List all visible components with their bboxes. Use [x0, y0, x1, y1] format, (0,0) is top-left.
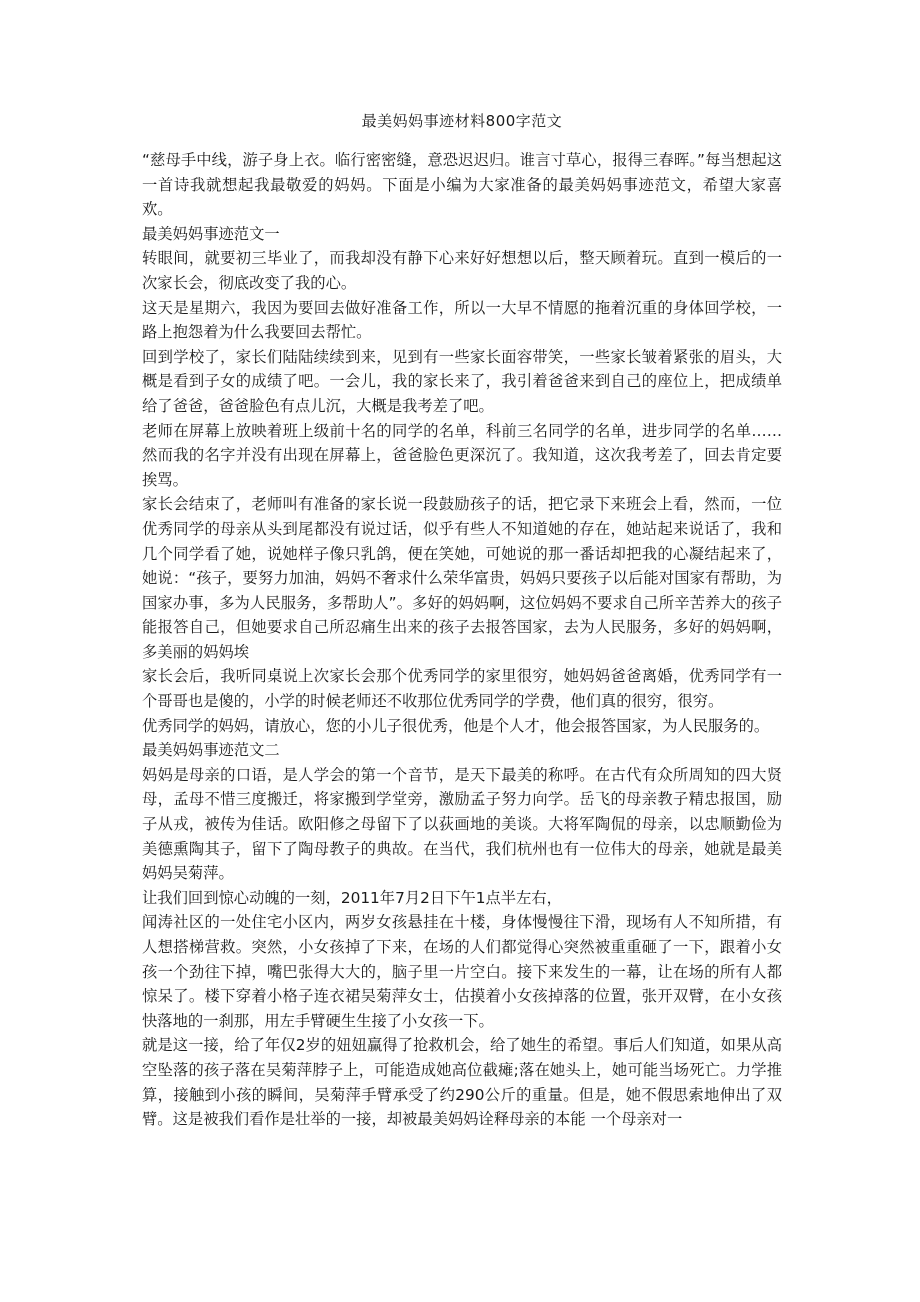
- body-paragraph: 妈妈是母亲的口语，是人学会的第一个音节，是天下最美的称呼。在古代有众所周知的四大贤母，孟母不惜三度搬迁，将家搬到学堂旁，激励孟子努力向学。岳飞的母亲教子精忠报国，励子从戎，被传为佳话。欧阳修之母留下了以荻画地的美谈。大将军陶侃的母亲，以忠顺勤俭为美德熏陶其子，留下了陶母教子的典故。在当代，我们杭州也有一位伟大的母亲，她就是最美妈妈吴菊萍。: [142, 765, 782, 883]
- document-body: [142, 148, 782, 1132]
- body-paragraph: 家长会结束了，老师叫有准备的家长说一段鼓励孩子的话，把它录下来班会上看，然而，一位优秀同学的母亲从头到尾都没有说过话，似乎有些人不知道她的存在，她站起来说话了，我和几个同学看了她，说她样子像只乳鸽，便在笑她，可她说的那一番话却把我的心凝结起来了，她说：“孩子，要努力加油，妈妈不奢求什么荣华富贵，妈妈只要孩子以后能对国家有帮助，为国家办事，多为人民服务，多帮助人”。多好的妈妈啊，这位妈妈不要求自己所辛苦养大的孩子能报答自己，但她要求自己所忍痛生出来的孩子去报答国家，去为人民服务，多好的妈妈啊，多美丽的妈妈埃: [142, 495, 782, 661]
- body-paragraph: 老师在屏幕上放映着班上级前十名的同学的名单，科前三名同学的名单，进步同学的名单……然而我的名字并没有出现在屏幕上，爸爸脸色更深沉了。我知道，这次我考差了，回去肯定要挨骂。: [142, 421, 782, 489]
- body-paragraph: 优秀同学的妈妈，请放心，您的小儿子很优秀，他是个人才，他会报答国家，为人民服务的。: [142, 716, 770, 735]
- body-paragraph: 这天是星期六，我因为要回去做好准备工作，所以一大早不情愿的拖着沉重的身体回学校，一路上抱怨着为什么我要回去帮忙。: [142, 298, 782, 342]
- body-paragraph: 就是这一接，给了年仅2岁的妞妞赢得了抢救机会，给了她生的希望。事后人们知道，如果从高空坠落的孩子落在吴菊萍脖子上，可能造成她高位截瘫;落在她头上，她可能当场死亡。力学推算，接触到小孩的瞬间，吴菊萍手臂承受了约290公斤的重量。但是，她不假思索地伸出了双臂。这是被我们看作是壮举的一接，却被最美妈妈诠释母亲的本能 一个母亲对一: [142, 1036, 782, 1129]
- intro-paragraph: “慈母手中线，游子身上衣。临行密密缝，意恐迟迟归。谁言寸草心，报得三春晖。”每当想起这一首诗我就想起我最敬爱的妈妈。下面是小编为大家准备的最美妈妈事迹范文，希望大家喜欢。: [142, 151, 782, 219]
- section-heading-2: 最美妈妈事迹范文二: [142, 741, 280, 760]
- body-paragraph: 转眼间，就要初三毕业了，而我却没有静下心来好好想想以后，整天顾着玩。直到一模后的一次家长会，彻底改变了我的心。: [142, 249, 782, 292]
- document-title: 最美妈妈事迹材料800字范文: [361, 112, 563, 130]
- document-page: [142, 110, 782, 1132]
- body-paragraph: 家长会后，我听同桌说上次家长会那个优秀同学的家里很穷，她妈妈爸爸离婚，优秀同学有一个哥哥也是傻的，小学的时候老师还不收那位优秀同学的学费，他们真的很穷，很穷。: [142, 667, 782, 711]
- body-paragraph: 回到学校了，家长们陆陆续续到来，见到有一些家长面容带笑，一些家长皱着紧张的眉头，大概是看到子女的成绩了吧。一会儿，我的家长来了，我引着爸爸来到自己的座位上，把成绩单给了爸爸，爸爸脸色有点儿沉，大概是我考差了吧。: [142, 347, 782, 415]
- section-heading-1: 最美妈妈事迹范文一: [142, 224, 280, 243]
- body-paragraph: 闻涛社区的一处住宅小区内，两岁女孩悬挂在十楼，身体慢慢往下滑，现场有人不知所措，有人想搭梯营救。突然，小女孩掉了下来，在场的人们都觉得心突然被重重砸了一下，跟着小女孩一个劲往下掉，嘴巴张得大大的，脑子里一片空白。接下来发生的一幕，让在场的所有人都惊呆了。楼下穿着小格子连衣裙吴菊萍女士，估摸着小女孩掉落的位置，张开双臂，在小女孩快落地的一刹那，用左手臂硬生生接了小女孩一下。: [142, 913, 782, 1030]
- body-paragraph: 让我们回到惊心动魄的一刻，2011年7月2日下午1点半左右，: [142, 888, 562, 907]
